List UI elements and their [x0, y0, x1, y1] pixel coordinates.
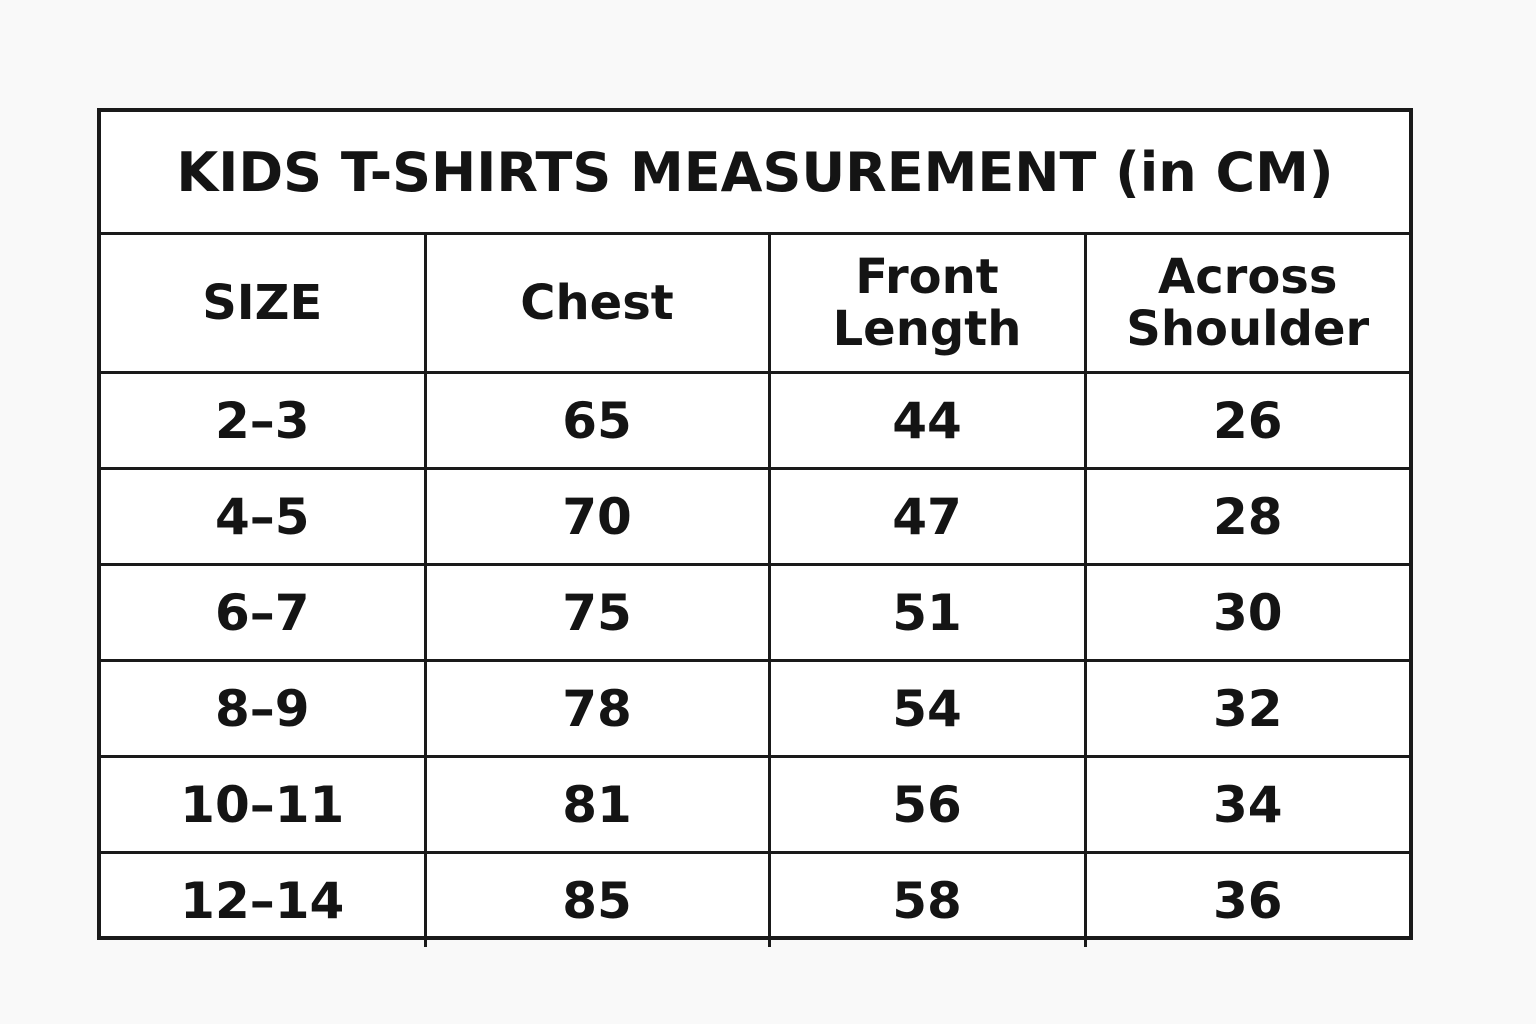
header-front-length-line2: Length: [832, 301, 1022, 357]
cell-across-shoulder: 34: [1085, 757, 1409, 853]
header-across-shoulder: [1085, 234, 1409, 373]
cell-front-length: 56: [769, 757, 1085, 853]
cell-across-shoulder: 30: [1085, 565, 1409, 661]
table-row: [101, 373, 1409, 469]
cell-chest: 78: [425, 661, 769, 757]
cell-across-shoulder: 26: [1085, 373, 1409, 469]
cell-chest: 75: [425, 565, 769, 661]
table-title: KIDS T-SHIRTS MEASUREMENT (in CM): [101, 112, 1409, 234]
cell-chest: 85: [425, 853, 769, 948]
cell-front-length: 54: [769, 661, 1085, 757]
cell-front-length: 58: [769, 853, 1085, 948]
cell-front-length: 44: [769, 373, 1085, 469]
header-across-shoulder-line2: Shoulder: [1126, 301, 1370, 357]
cell-front-length: 51: [769, 565, 1085, 661]
table-row: [101, 565, 1409, 661]
cell-front-length: 47: [769, 469, 1085, 565]
cell-size: 6–7: [101, 565, 425, 661]
table-row: [101, 661, 1409, 757]
header-row: [101, 234, 1409, 373]
header-front-length-line1: Front: [855, 249, 999, 305]
cell-across-shoulder: 28: [1085, 469, 1409, 565]
table-row: [101, 757, 1409, 853]
header-chest: [425, 234, 769, 373]
cell-chest: 70: [425, 469, 769, 565]
cell-size: 2–3: [101, 373, 425, 469]
header-size: [101, 234, 425, 373]
cell-size: 4–5: [101, 469, 425, 565]
cell-chest: 81: [425, 757, 769, 853]
measurement-table: [101, 112, 1409, 947]
size-chart: [97, 108, 1413, 940]
cell-size: 12–14: [101, 853, 425, 948]
header-front-length: [769, 234, 1085, 373]
cell-size: 8–9: [101, 661, 425, 757]
header-size-label: SIZE: [202, 275, 323, 331]
cell-chest: 65: [425, 373, 769, 469]
cell-across-shoulder: 32: [1085, 661, 1409, 757]
cell-across-shoulder: 36: [1085, 853, 1409, 948]
table-row: [101, 469, 1409, 565]
header-chest-label: Chest: [520, 275, 674, 331]
header-across-shoulder-line1: Across: [1158, 249, 1338, 305]
table-row: [101, 853, 1409, 948]
cell-size: 10–11: [101, 757, 425, 853]
title-row: [101, 112, 1409, 234]
